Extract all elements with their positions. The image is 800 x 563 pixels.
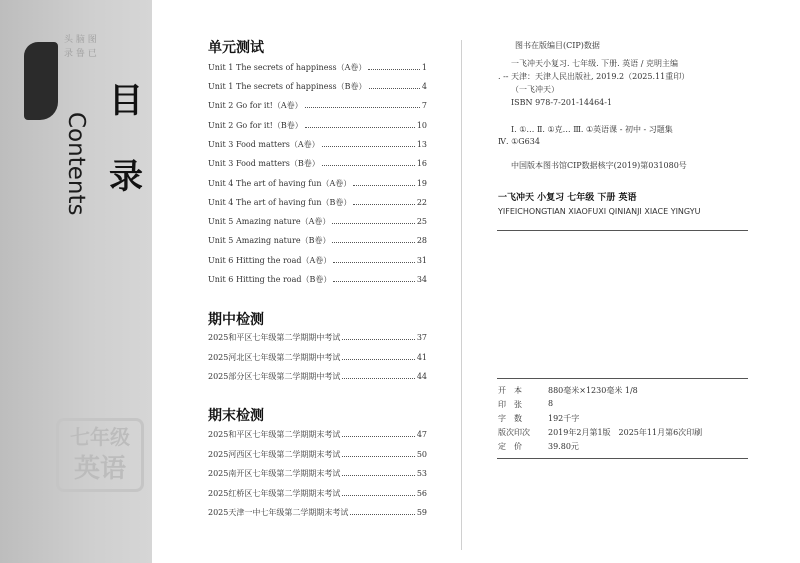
- toc-row[interactable]: Unit 1 The secrets of happiness（A卷） 1: [208, 63, 427, 72]
- subject-stamp: [56, 418, 144, 492]
- toc-row[interactable]: Unit 4 The art of having fun（B卷） 22: [208, 198, 427, 207]
- stamp-bottom: 英语: [73, 454, 126, 484]
- spec-key: 字 数: [498, 414, 522, 423]
- toc-row[interactable]: 2025红桥区七年级第二学期期末考试 56: [208, 489, 427, 498]
- toc-row[interactable]: Unit 3 Food matters（B卷） 16: [208, 159, 427, 168]
- toc-row[interactable]: Unit 4 The art of having fun（A卷） 19: [208, 179, 427, 188]
- title-cn-char-1: 目: [109, 81, 143, 121]
- rule-specs-bottom: [497, 458, 748, 459]
- spec-value: 880毫米×1230毫米 1/8: [548, 386, 638, 395]
- cip-line: 一飞冲天小复习. 七年级. 下册. 英语 / 克明主编: [511, 59, 679, 68]
- section-heading-midterm: 期中检测: [208, 312, 264, 328]
- book-title: 一飞冲天 小复习 七年级 下册 英语: [498, 193, 637, 203]
- section-heading-final: 期末检测: [208, 408, 264, 424]
- cip-class-line: Ⅰ. ①… Ⅱ. ①克… Ⅲ. ①英语课 - 初中 - 习题集: [511, 125, 673, 134]
- toc-row[interactable]: Unit 2 Go for it!（B卷） 10: [208, 121, 427, 130]
- cip-isbn: ISBN 978-7-201-14464-1: [511, 98, 613, 107]
- spec-value: 8: [548, 399, 554, 408]
- toc-row[interactable]: 2025河西区七年级第二学期期末考试 50: [208, 450, 427, 459]
- toc-row[interactable]: Unit 5 Amazing nature（A卷） 25: [208, 217, 427, 226]
- toc-row[interactable]: 2025和平区七年级第二学期期末考试 47: [208, 430, 427, 439]
- toc-row[interactable]: Unit 1 The secrets of happiness（B卷） 4: [208, 82, 427, 91]
- title-cn: [106, 74, 146, 204]
- spec-key: 版次印次: [498, 428, 530, 437]
- spec-value: 39.80元: [548, 442, 579, 451]
- stamp-top: 七年级: [70, 425, 130, 449]
- deco-line-1: 头 脑 图: [64, 35, 97, 45]
- cip-header: 图书在版编目(CIP)数据: [515, 41, 600, 50]
- toc-row[interactable]: Unit 5 Amazing nature（B卷） 28: [208, 236, 427, 245]
- toc-row[interactable]: 2025和平区七年级第二学期期中考试 37: [208, 333, 427, 342]
- page-divider: [461, 40, 462, 550]
- section-heading-unit-tests: 单元测试: [208, 40, 264, 56]
- toc-row[interactable]: Unit 6 Hitting the road（B卷） 34: [208, 275, 427, 284]
- spec-key: 开 本: [498, 386, 522, 395]
- rule-specs-top: [497, 378, 748, 379]
- deco-line-2: 录 鲁 已: [64, 49, 97, 59]
- title-en: Contents: [63, 112, 89, 216]
- spec-value: 192千字: [548, 414, 580, 423]
- toc-row[interactable]: Unit 6 Hitting the road（A卷） 31: [208, 256, 427, 265]
- leaf-decoration-icon: [24, 42, 58, 120]
- cip-line: （一飞冲天）: [511, 85, 559, 94]
- cip-line: . -- 天津：天津人民出版社, 2019.2（2025.11重印）: [498, 72, 690, 81]
- title-cn-char-2: 录: [109, 157, 143, 197]
- toc-row[interactable]: Unit 3 Food matters（A卷） 13: [208, 140, 427, 149]
- toc-row[interactable]: 2025天津一中七年级第二学期期末考试 59: [208, 508, 427, 517]
- spec-key: 定 价: [498, 442, 522, 451]
- toc-row[interactable]: Unit 2 Go for it!（A卷） 7: [208, 101, 427, 110]
- toc-row[interactable]: 2025部分区七年级第二学期期中考试 44: [208, 372, 427, 381]
- toc-row[interactable]: 2025河北区七年级第二学期期中考试 41: [208, 353, 427, 362]
- spec-value: 2019年2月第1版 2025年11月第6次印刷: [548, 428, 703, 437]
- spec-key: 印 张: [498, 400, 522, 409]
- cip-number: 中国版本图书馆CIP数据核字(2019)第031080号: [511, 161, 687, 170]
- cip-class-line: Ⅳ. ①G634: [498, 137, 540, 146]
- rule-top: [497, 230, 748, 231]
- book-pinyin: YIFEICHONGTIAN XIAOFUXI QINIANJI XIACE YINGYU: [498, 207, 701, 216]
- toc-row[interactable]: 2025南开区七年级第二学期期末考试 53: [208, 469, 427, 478]
